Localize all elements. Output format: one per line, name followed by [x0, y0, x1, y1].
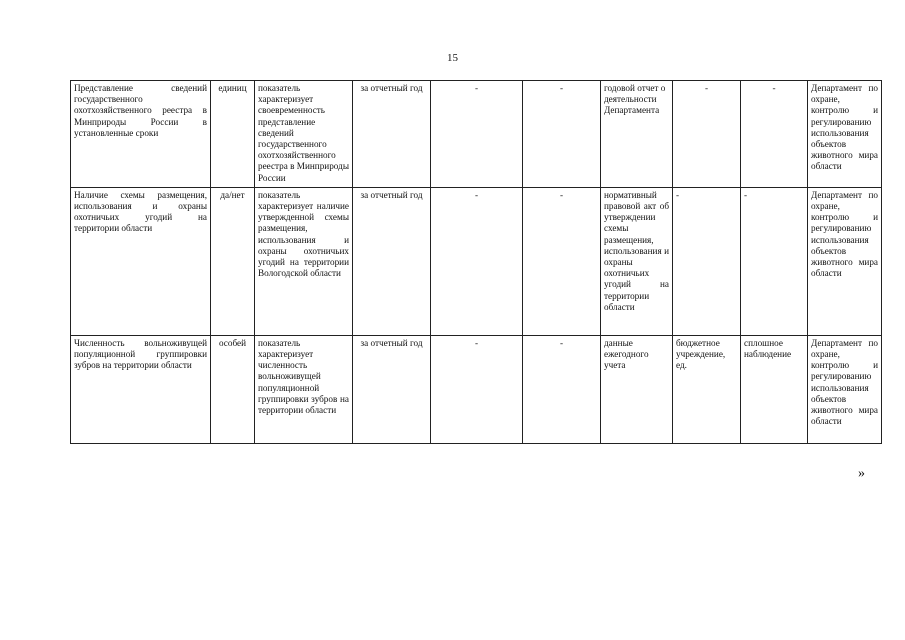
unit-cell: особей: [211, 335, 255, 443]
unit-cell: да/нет: [211, 187, 255, 335]
dash-cell: -: [673, 187, 741, 335]
data-source-cell: нормативный правовой акт об утверждении схемы размещения, использования и охраны охотничьих угодий на территории области: [601, 187, 673, 335]
dash-cell: -: [431, 81, 523, 188]
method-cell: сплошное наблюдение: [741, 335, 808, 443]
data-source-cell: данные ежегодного учета: [601, 335, 673, 443]
indicator-name-cell: Численность вольноживущей популяционной группировки зубров на территории области: [71, 335, 211, 443]
indicator-name-cell: Представление сведений государственного охотхозяйственного реестра в Минприроды России в установленные сроки: [71, 81, 211, 188]
description-cell: показатель характеризует наличие утвержденной схемы размещения, использования и охраны охотничьих угодий на территории Вологодской области: [255, 187, 353, 335]
description-cell: показатель характеризует своевременность представление сведений государственного охотхозяйственного реестра в Минприроды России: [255, 81, 353, 188]
dash-cell: -: [673, 81, 741, 188]
dash-cell: -: [431, 335, 523, 443]
closing-quote: »: [858, 466, 865, 481]
executor-cell: бюджетное учреждение, ед.: [673, 335, 741, 443]
period-cell: за отчетный год: [353, 187, 431, 335]
table-row: [71, 335, 882, 443]
unit-cell: единиц: [211, 81, 255, 188]
dash-cell: -: [741, 81, 808, 188]
dash-cell: -: [523, 335, 601, 443]
period-cell: за отчетный год: [353, 81, 431, 188]
dash-cell: -: [523, 187, 601, 335]
page-number: 15: [447, 52, 458, 64]
responsible-cell: Департамент по охране, контролю и регулированию использования объектов животного мира области: [808, 335, 882, 443]
dash-cell: -: [741, 187, 808, 335]
responsible-cell: Департамент по охране, контролю и регулированию использования объектов животного мира области: [808, 81, 882, 188]
indicators-table: [70, 80, 882, 444]
indicator-name-cell: Наличие схемы размещения, использования и охраны охотничьих угодий на территории области: [71, 187, 211, 335]
description-cell: показатель характеризует численность вольноживущей популяционной группировки зубров на территории области: [255, 335, 353, 443]
responsible-cell: Департамент по охране, контролю и регулированию использования объектов животного мира области: [808, 187, 882, 335]
period-cell: за отчетный год: [353, 335, 431, 443]
table-row: [71, 81, 882, 188]
table-row: [71, 187, 882, 335]
dash-cell: -: [431, 187, 523, 335]
dash-cell: -: [523, 81, 601, 188]
data-source-cell: годовой отчет о деятельности Департамента: [601, 81, 673, 188]
